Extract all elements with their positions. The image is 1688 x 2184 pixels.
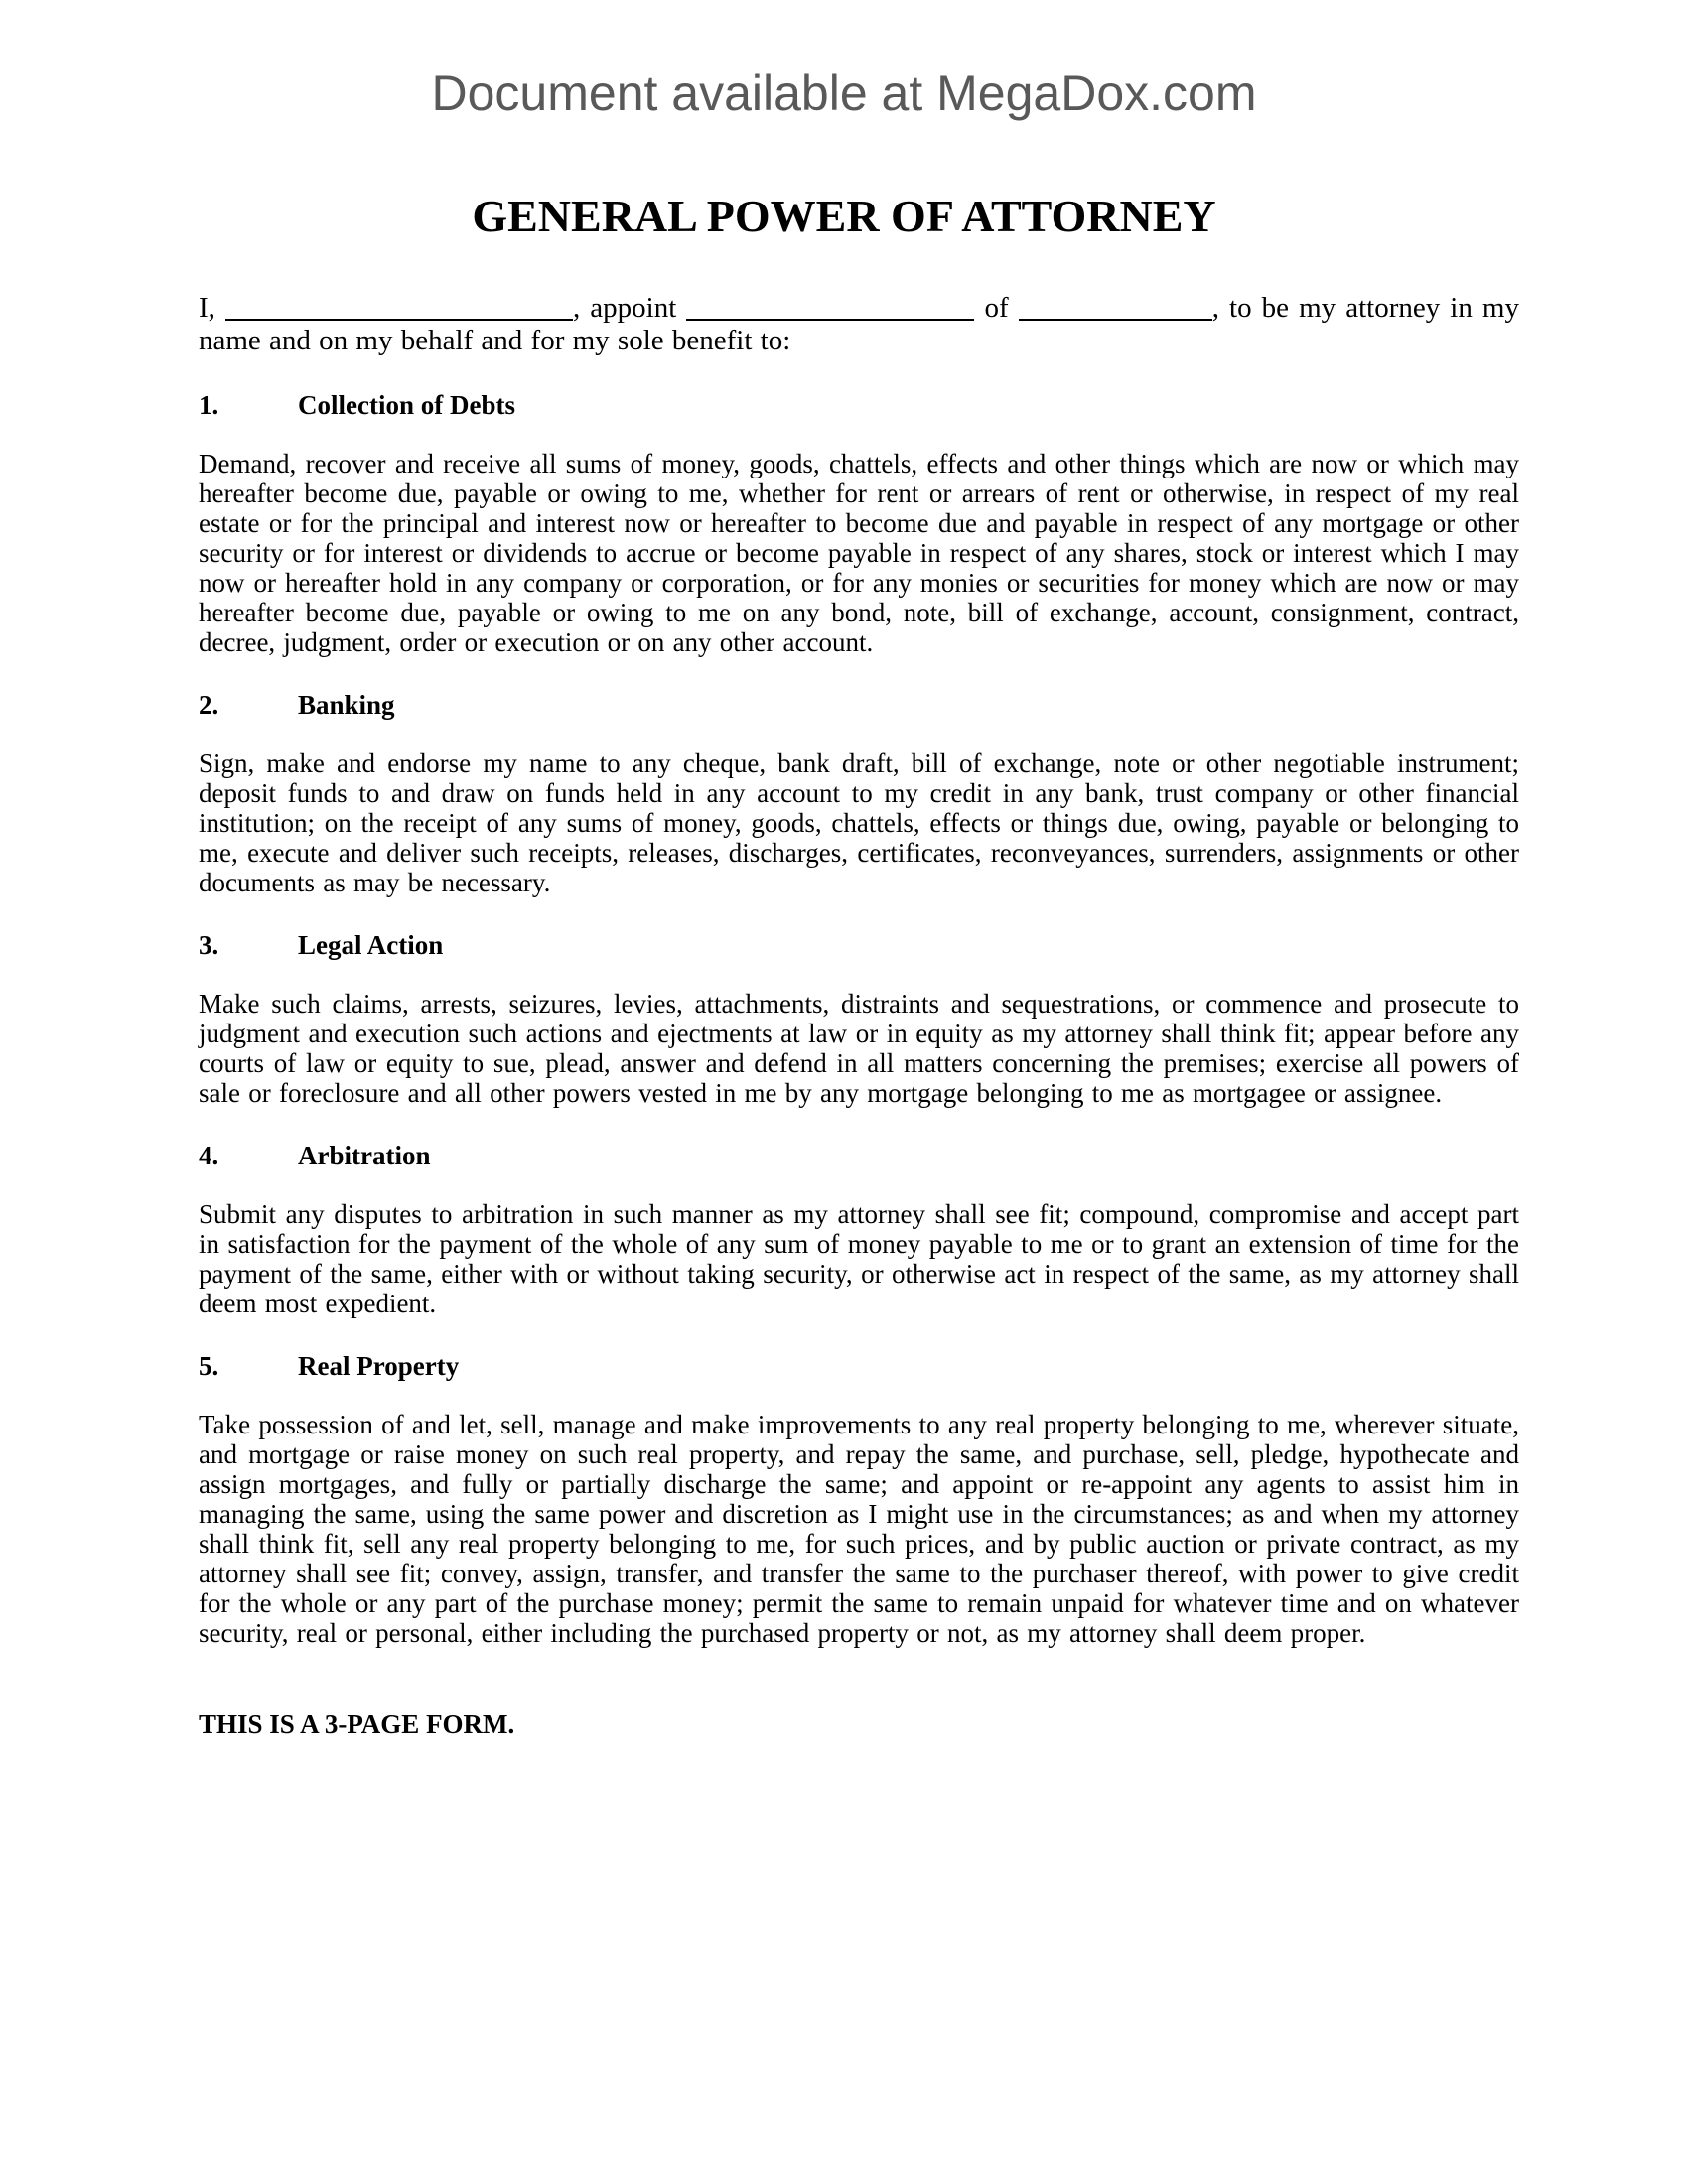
- page-count-note: THIS IS A 3-PAGE FORM.: [199, 1709, 515, 1739]
- section-heading-text: Real Property: [298, 1351, 460, 1381]
- attorney-place-blank-line: [1019, 319, 1212, 321]
- section-body-text: Demand, recover and receive all sums of money, goods, chattels, effects and other things which are now or which may hereafter become due, payable or owing to me, whether for rent or arrears of rent or otherwise, in respect of my real estate or for the principal and interest now or hereafter to become due and payable in respect of any mortgage or other security or for interest or dividends to accrue or become payable in respect of any shares, stock or interest which I may now or hereafter hold in any company or corporation, or for any monies or securities for money which are now or may hereafter become due, payable or owing to me on any bond, note, bill of exchange, account, consignment, contract, decree, judgment, order or execution or on any other account.: [199, 449, 1519, 657]
- section-heading-row: [199, 1141, 1519, 1170]
- section-heading-row: [199, 1351, 1519, 1381]
- document-body: [199, 292, 1519, 1739]
- section-number: 5.: [199, 1351, 219, 1381]
- section-heading-text: Collection of Debts: [298, 390, 515, 420]
- section-heading-text: Legal Action: [298, 930, 444, 960]
- section-heading-text: Arbitration: [298, 1141, 431, 1170]
- section-arbitration: [199, 1141, 1519, 1318]
- section-number: 4.: [199, 1141, 219, 1170]
- section-heading-row: [199, 690, 1519, 720]
- section-heading-text: Banking: [298, 690, 395, 720]
- section-body-text: Submit any disputes to arbitration in such manner as my attorney shall see fit; compound, compromise and accept part in satisfaction for the payment of the whole of any sum of money payable to me or to grant an extension of time for the payment of the same, either with or without taking security, or otherwise act in respect of the same, as my attorney shall deem most expedient.: [199, 1199, 1519, 1318]
- section-heading-row: [199, 390, 1519, 420]
- intro-paragraph: [199, 292, 1519, 357]
- watermark-text: Document available at MegaDox.com: [431, 66, 1257, 121]
- section-number: 1.: [199, 390, 219, 420]
- section-body-text: Take possession of and let, sell, manage and make improvements to any real property belonging to me, wherever situate, and mortgage or raise money on such real property, and repay the same, and purchase, sell, pledge, hypothecate and assign mortgages, and fully or partially discharge the same; and appoint or re-appoint any agents to assist him in managing the same, using the same power and discretion as I might use in the circumstances; as and when my attorney shall think fit, sell any real property belonging to me, for such prices, and by public auction or private contract, as my attorney shall see fit; convey, assign, transfer, and transfer the same to the purchaser thereof, with power to give credit for the whole or any part of the purchase money; permit the same to remain unpaid for whatever time and on whatever security, real or personal, either including the purchased property or not, as my attorney shall deem proper.: [199, 1410, 1519, 1648]
- attorney-name-blank-line: [686, 319, 974, 321]
- section-body-text: Sign, make and endorse my name to any cheque, bank draft, bill of exchange, note or other negotiable instrument; deposit funds to and draw on funds held in any account to my credit in any bank, trust company or other financial institution; on the receipt of any sums of money, goods, chattels, effects or things due, owing, payable or belonging to me, execute and deliver such receipts, releases, discharges, certificates, reconveyances, surrenders, assignments or other documents as may be necessary.: [199, 749, 1519, 897]
- section-number: 2.: [199, 690, 219, 720]
- intro-of-text: of: [974, 292, 1019, 324]
- section-number: 3.: [199, 930, 219, 960]
- section-legal-action: [199, 930, 1519, 1108]
- document-title: GENERAL POWER OF ATTORNEY: [472, 191, 1216, 241]
- section-real-property: [199, 1351, 1519, 1648]
- principal-name-blank-line: [225, 319, 573, 321]
- intro-tail-text: , to be my attorney in my name and on my behalf and for my sole benefit to:: [199, 292, 1519, 356]
- section-body-text: Make such claims, arrests, seizures, levies, attachments, distraints and sequestrations, or commence and prosecute to judgment and execution such actions and ejectments at law or in equity as my attorney shall think fit; appear before any courts of law or equity to sue, plead, answer and defend in all matters concerning the premises; exercise all powers of sale or foreclosure and all other powers vested in me by any mortgage belonging to me as mortgagee or assignee.: [199, 989, 1519, 1108]
- intro-lead-text: I,: [199, 292, 225, 324]
- section-banking: [199, 690, 1519, 897]
- section-collection-of-debts: [199, 390, 1519, 657]
- section-heading-row: [199, 930, 1519, 960]
- intro-appoint-text: , appoint: [572, 292, 687, 324]
